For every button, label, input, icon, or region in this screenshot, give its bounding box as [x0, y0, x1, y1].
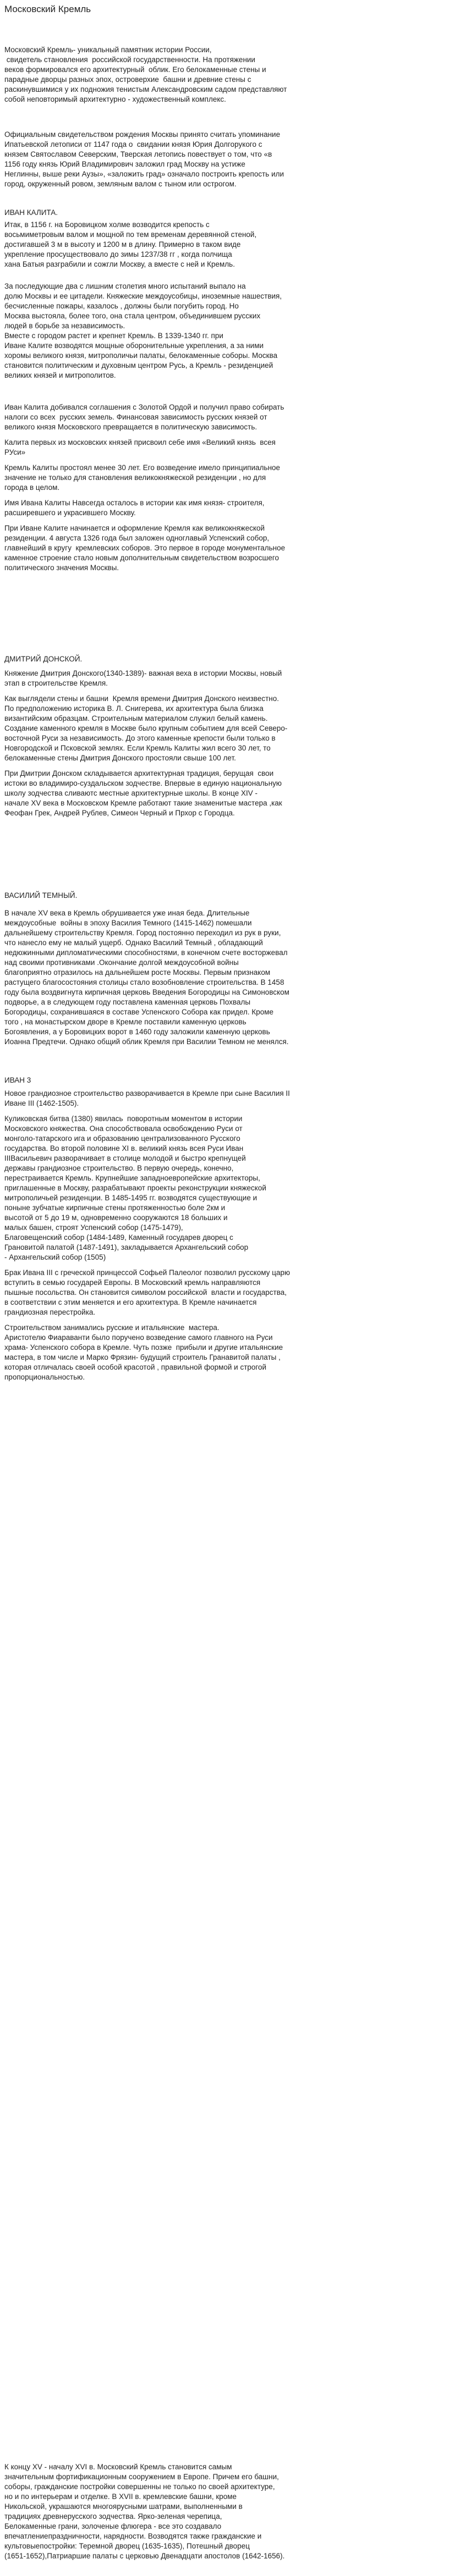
founding-section	[4, 130, 457, 195]
intro-section	[4, 45, 457, 110]
kalita-paragraph-6: Имя Ивана Калиты Навсегда осталось в истории как имя князя- строителя, расширевшего и украсившего Москву.	[4, 499, 265, 517]
ivan3-paragraph-1: Новое грандиозное строительство разворачивается в Кремле при сыне Василия II Иване III (1462-1505).	[4, 1089, 290, 1107]
ivan3-paragraph-4: Строительством занимались русские и итальянские мастера. Аристотелю Фиараванти было поручено возведение самого главного на Руси храма- Успенского собора в Кремле. Чуть позже прибыли и другие итальянские мастера, в том числе и Марко Фрязин- будущий строитель Гранавитой палаты , которая отличалась своей особой красотой , правильной формой и строгой пропорциональностью.	[4, 1323, 283, 1381]
kalita-paragraph-1: Итак, в 1156 г. на Боровицком холме возводится крепость с восьмиметровым валом и мощной по тем временам деревянной стеной, достигавшей 3 м в высоту и 1200 м в длину. Примерно в таком виде укрепление просуществовало до зимы 1237/38 гг , когда полчища хана Батыя разграбили и сожгли Москву, а вместе с ней и Кремль.	[4, 220, 257, 268]
kalita-section-3	[4, 402, 457, 578]
founding-paragraph: Официальным свидетельством рождения Москвы принято считать упоминание Ипатьевской летописи от 1147 года о свидании князя Юрия Долгорукого с князем Святославом Северским, Тверская летопись повествует о том, что «в 1156 году князь Юрий Владимирович заложил град Москву на устиже Неглинны, выше реки Аузы», «заложить град» означало построить крепость или город, окруженный ровом, земляным валом с тыном или острогом.	[4, 130, 284, 188]
temny-paragraph-1: В начале XV века в Кремль обрушивается уже иная беда. Длительные междоусобные войны в эпоху Василия Темного (1415-1462) помешали дальнейшему строительству Кремля. Город постоянно переходил из рук в руки, что нанесло ему не малый ущерб. Однако Василий Темный , обладающий недюжинными дипломатическими способностями, в конечном счете восторжевал над своими противниками .Окончание долгой междоусобной войны благоприятно отразилось на дальнейшем росте Москвы. Первым признаком растущего благосостояния столицы стало возобновление строительства. В 1458 году была воздвигнута кирпичная церковь Введения Богородицы на Симоновском подворье, а в следующем году поставлена каменная церковь Похвалы Богородицы, сохранившаяся в составе Успенского Собора как придел. Кроме того , на монастырском дворе в Кремле поставили каменную церковь Богоявления, а у Боровицких ворот в 1460 году заложили каменную церковь Иоанна Предтечи. Однако общий облик Кремля при Василии Темном не менялся.	[4, 909, 289, 1046]
donskoy-paragraph-1: Княжение Дмитрия Донского(1340-1389)- важная веха в истории Москвы, новый этап в строительстве Кремля.	[4, 669, 282, 687]
donskoy-paragraph-3: При Дмитрии Донском складывается архитектурная традиция, берущая свои истоки во владимиро-суздальском зодчестве. Впервые в единую национальную школу зодчества сливаютс местные архитектурные школы. В конце XIV - начале XV века в Московском Кремле работают такие знаменитые мастера ,как Феофан Грек, Андрей Рублев, Симеон Черный и Прхор с Городца.	[4, 769, 282, 817]
kalita-paragraph-3: Иван Калита добивался соглашения с Золотой Ордой и получил право собирать налоги со всех русских земель. Финансовая зависимость русских князей от великого князя Московского превращается в политическую зависимость.	[4, 403, 284, 431]
intro-paragraph: Московский Кремль- уникальный памятник истории России, свидетель становления российской государственности. На протяжении веков формировался его архитектурный облик. Его белокаменные стены и парадные дворцы разных эпох, островерхие башни и древние стены с раскинувшимися у их подножия тенистым Александровским садом представляют собой неповторимый архитектурно - художественный комплекс.	[4, 46, 287, 103]
kalita-paragraph-4: Калита первых из московских князей присвоил себе имя «Великий князь всея РУси»	[4, 438, 276, 456]
ivan3-section	[4, 1089, 457, 1388]
page-title: Московский Кремль	[4, 4, 91, 14]
kalita-paragraph-7: При Иване Калите начинается и оформление Кремля как великокняжеской резиденции. 4 августа 1326 года был заложен одноглавый Успенский собор, главнейший в кругу кремлевских соборов. Это первое в городе монументальное каменное строение стало новым дополнительным свидетельством возросшего политического значения Москвы.	[4, 524, 286, 572]
temny-section	[4, 908, 457, 1052]
kalita-section-2	[4, 282, 457, 386]
donskoy-section	[4, 669, 457, 824]
section-heading-kalita: ИВАН КАЛИТА.	[4, 208, 58, 217]
ivan3-paragraph-3: Брак Ивана III с греческой принцессой Софьей Палеолог позволил русскому царю вступить в семью государей Европы. В Московский кремль направляются пышные посольства. Он становится символом российской власти и государства, в соответствии с этим меняется и его архитектура. В Кремле начинается грандиозная перестройка.	[4, 1268, 290, 1316]
section-heading-donskoy: ДМИТРИЙ ДОНСКОЙ.	[4, 655, 83, 663]
kalita-section	[4, 220, 457, 275]
donskoy-paragraph-2: Как выглядели стены и башни Кремля времени Дмитрия Донского неизвестно. По предположению историка В. Л. Снигерева, их архитектура была близка византийским образцам. Строительным материалом служил белый камень. Создание каменного кремля в Москве было крупным событием для всей Северо- восточной Руси за независимость. До этого каменные крепости были только в Новгородской и Псковской землях. Если Кремль Калиты жил всего 30 лет, то белокаменные стены Дмитрия Донского простояли свыше 100 лет.	[4, 694, 288, 762]
ivan3-paragraph-2: Куликовская битва (1380) явилась поворотным моментом в истории Московского княжества. Она способствовала освобождению Руси от монголо-татарского ига и образованию централизованного Русского государства. Во второй половине XI в. великий князь всея Руси Иван IIIВасильевич разворачивает в столице молодой и быстро крепнущей державы грандиозное строительство. В первую очередь, конечно, перестраивается Кремль. Крупнейшие западноевропейские архитекторы, приглашенные в Москву, разрабатывают проекты реконструкции княжеской митрополичьей резиденции. В 1485-1495 гг. возводятся существующие и поныне зубчатые кирпичные стены протяженностью боле 2км и высотой от 5 до 19 м, одновременно сооружаются 18 больших и малых башен, строят Успенский собор (1475-1479), Благовещенский собор (1484-1489, Каменный государев дворец с Грановитой палатой (1487-1491), закладывается Архангельский собор - Архангельский собор (1505)	[4, 1115, 266, 1261]
section-heading-ivan3: ИВАН 3	[4, 1076, 31, 1084]
conclusion-section	[4, 2462, 457, 2567]
conclusion-paragraph: К концу XV - началу XVI в. Московский Кремль становится самым значительным фортификационным сооружением в Европе. Причем его башни, соборы, гражданские постройки совершенны не только по своей архитектуре, но и по интерьерам и отделке. В XVII в. кремлевские башни, кроме Никольской, украшаются многоярусными шатрами, выполненными в традициях древнерусского зодчества. Ярко-зеленая черепица, Белокаменные грани, золоченые флюгера - все это создавало впечатлениепраздничности, нарядности. Возводятся также гражданские и культовыепостройки: Теремной дворец (1635-1635), Потешный дворец (1651-1652),Патриаршие палаты с церковью Двенадцати апостолов (1642-1656).	[4, 2463, 285, 2560]
kalita-paragraph-5: Кремль Калиты простоял менее 30 лет. Его возведение имело принципиальное значение не только для становления великокняжеской резиденции , но для города в целом.	[4, 464, 281, 492]
kalita-paragraph-2: За последующие два с лишним столетия много испытаний выпало на долю Москвы и ее цитадели. Княжеские междоусобицы, иноземные нашествия, бесчисленные пожары, казалось , должны были погубить город. Но Москва выстояла, более того, она стала центром, объединившем русских людей в борьбе за независимость. Вместе с городом растет и крепнет Кремль. В 1339-1340 гг. при Иване Калите возводятся мощные оборонительные укрепления, а за ними хоромы великого князя, митрополичьи палаты, белокаменные соборы. Москва становится политическим и духовным центром Русь, а Кремль - резиденцией великих князей и митрополитов.	[4, 282, 282, 379]
section-heading-temny: ВАСИЛИЙ ТЕМНЫЙ.	[4, 891, 78, 900]
